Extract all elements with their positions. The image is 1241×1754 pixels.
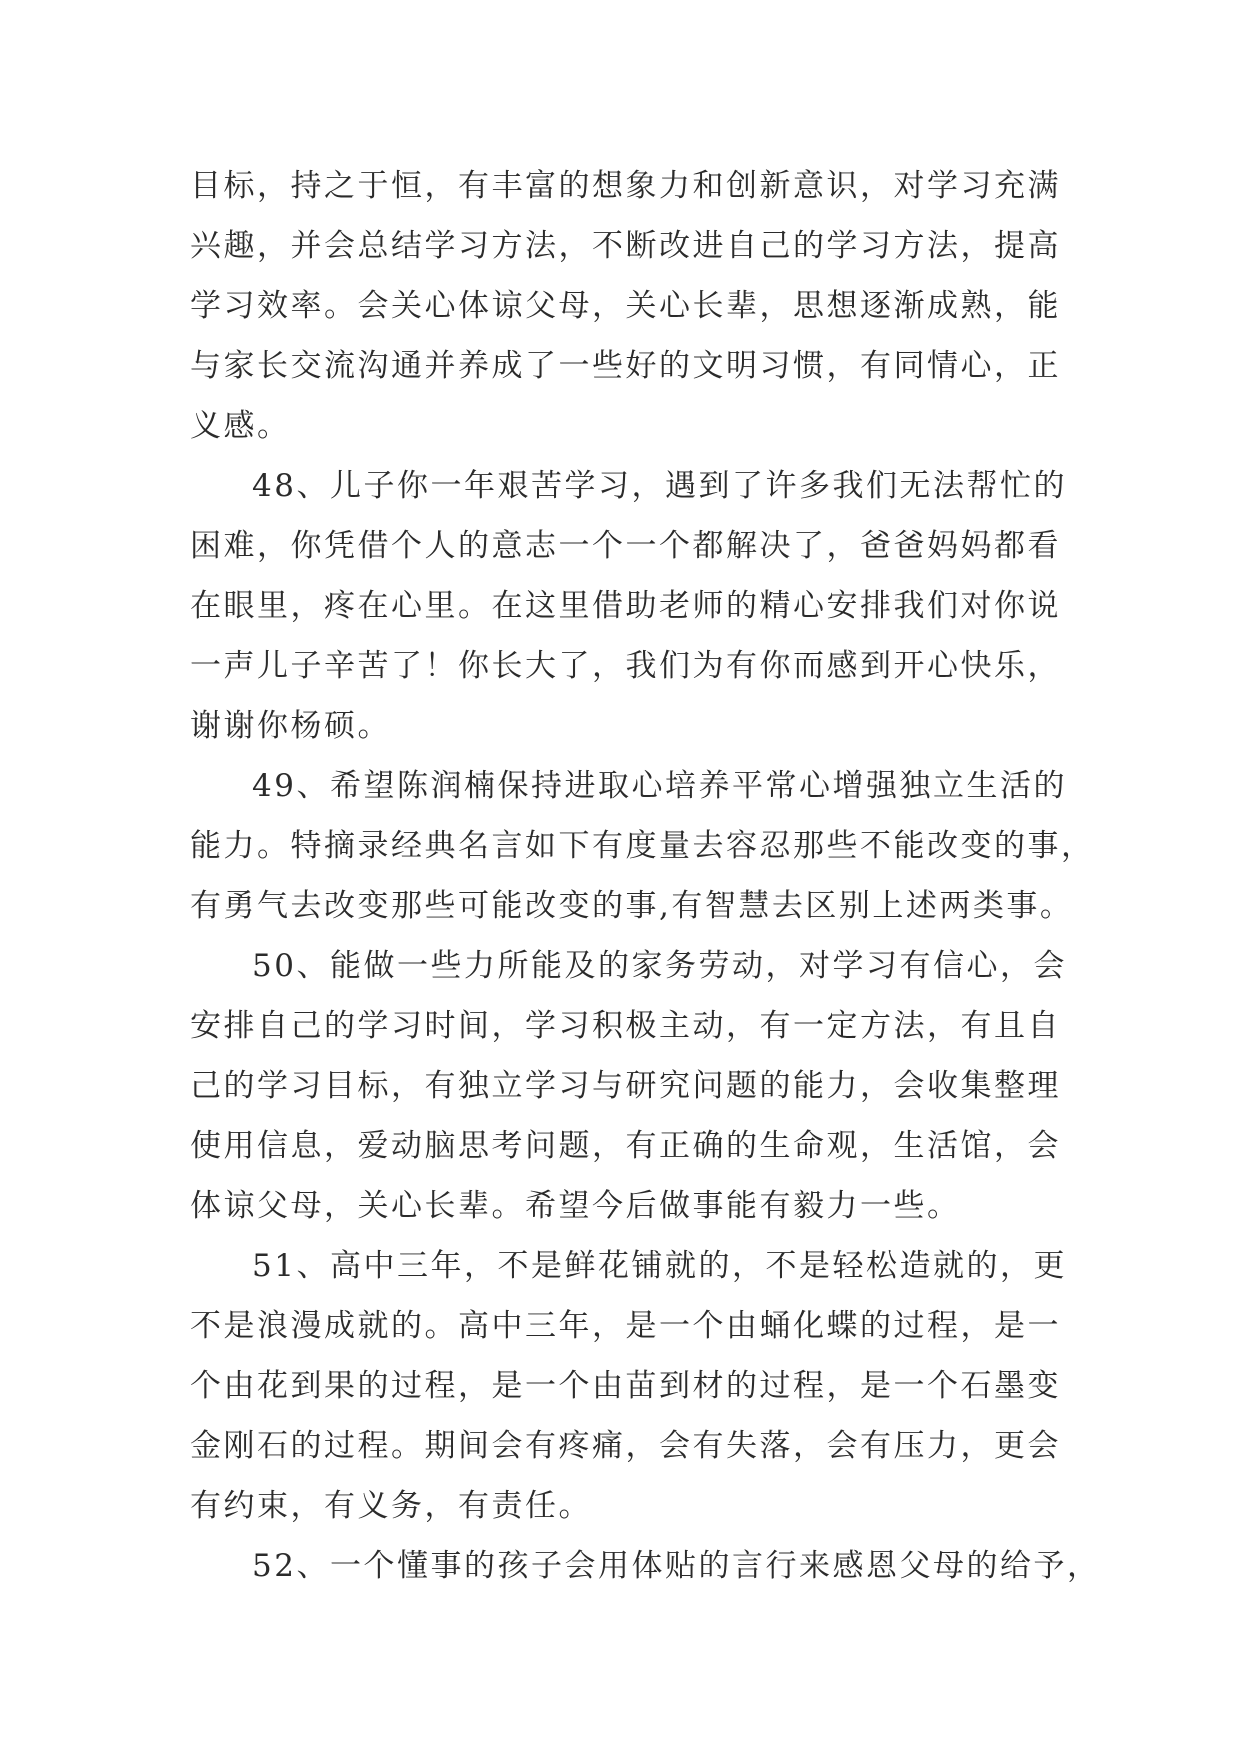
text-line: 义感。 bbox=[190, 408, 291, 444]
text-line: 不是浪漫成就的。高中三年，是一个由蛹化蝶的过程，是一 bbox=[190, 1308, 1061, 1344]
paragraph-51 bbox=[190, 1236, 1067, 1536]
text-line: 个由花到果的过程，是一个由苗到材的过程，是一个石墨变 bbox=[190, 1368, 1061, 1404]
paragraph-48 bbox=[190, 456, 1067, 756]
text-line: 有勇气去改变那些可能改变的事,有智慧去区别上述两类事。 bbox=[190, 888, 1074, 924]
text-line: 在眼里，疼在心里。在这里借助老师的精心安排我们对你说 bbox=[190, 588, 1061, 624]
text-line: 困难，你凭借个人的意志一个一个都解决了，爸爸妈妈都看 bbox=[190, 528, 1061, 564]
text-line: 一声儿子辛苦了！你长大了，我们为有你而感到开心快乐， bbox=[190, 648, 1061, 684]
text-line: 体谅父母，关心长辈。希望今后做事能有毅力一些。 bbox=[190, 1188, 961, 1224]
paragraph-continued bbox=[190, 156, 1060, 456]
text-line: 金刚石的过程。期间会有疼痛，会有失落，会有压力，更会 bbox=[190, 1428, 1061, 1464]
text-line: 48、儿子你一年艰苦学习，遇到了许多我们无法帮忙的 bbox=[252, 468, 1067, 504]
paragraph-52 bbox=[190, 1536, 1101, 1596]
text-line: 兴趣，并会总结学习方法，不断改进自己的学习方法，提高 bbox=[190, 228, 1061, 264]
text-line: 安排自己的学习时间，学习积极主动，有一定方法，有且自 bbox=[190, 1008, 1061, 1044]
text-line: 使用信息，爱动脑思考问题，有正确的生命观，生活馆，会 bbox=[190, 1128, 1061, 1164]
text-line: 学习效率。会关心体谅父母，关心长辈，思想逐渐成熟，能 bbox=[190, 288, 1061, 324]
text-line: 51、高中三年，不是鲜花铺就的，不是轻松造就的，更 bbox=[252, 1248, 1067, 1284]
text-line: 谢谢你杨硕。 bbox=[190, 708, 391, 744]
text-line: 能力。特摘录经典名言如下有度量去容忍那些不能改变的事， bbox=[190, 828, 1095, 864]
text-line: 有约束，有义务，有责任。 bbox=[190, 1488, 592, 1524]
text-line: 与家长交流沟通并养成了一些好的文明习惯，有同情心，正 bbox=[190, 348, 1061, 384]
text-line: 50、能做一些力所能及的家务劳动，对学习有信心，会 bbox=[252, 948, 1067, 984]
text-line: 49、希望陈润楠保持进取心培养平常心增强独立生活的 bbox=[252, 768, 1067, 804]
text-line: 52、一个懂事的孩子会用体贴的言行来感恩父母的给予， bbox=[252, 1548, 1101, 1584]
text-line: 目标，持之于恒，有丰富的想象力和创新意识，对学习充满 bbox=[190, 168, 1061, 204]
text-line: 己的学习目标，有独立学习与研究问题的能力，会收集整理 bbox=[190, 1068, 1061, 1104]
paragraph-49 bbox=[190, 756, 1095, 936]
document-body bbox=[190, 156, 1101, 1596]
paragraph-50 bbox=[190, 936, 1067, 1236]
